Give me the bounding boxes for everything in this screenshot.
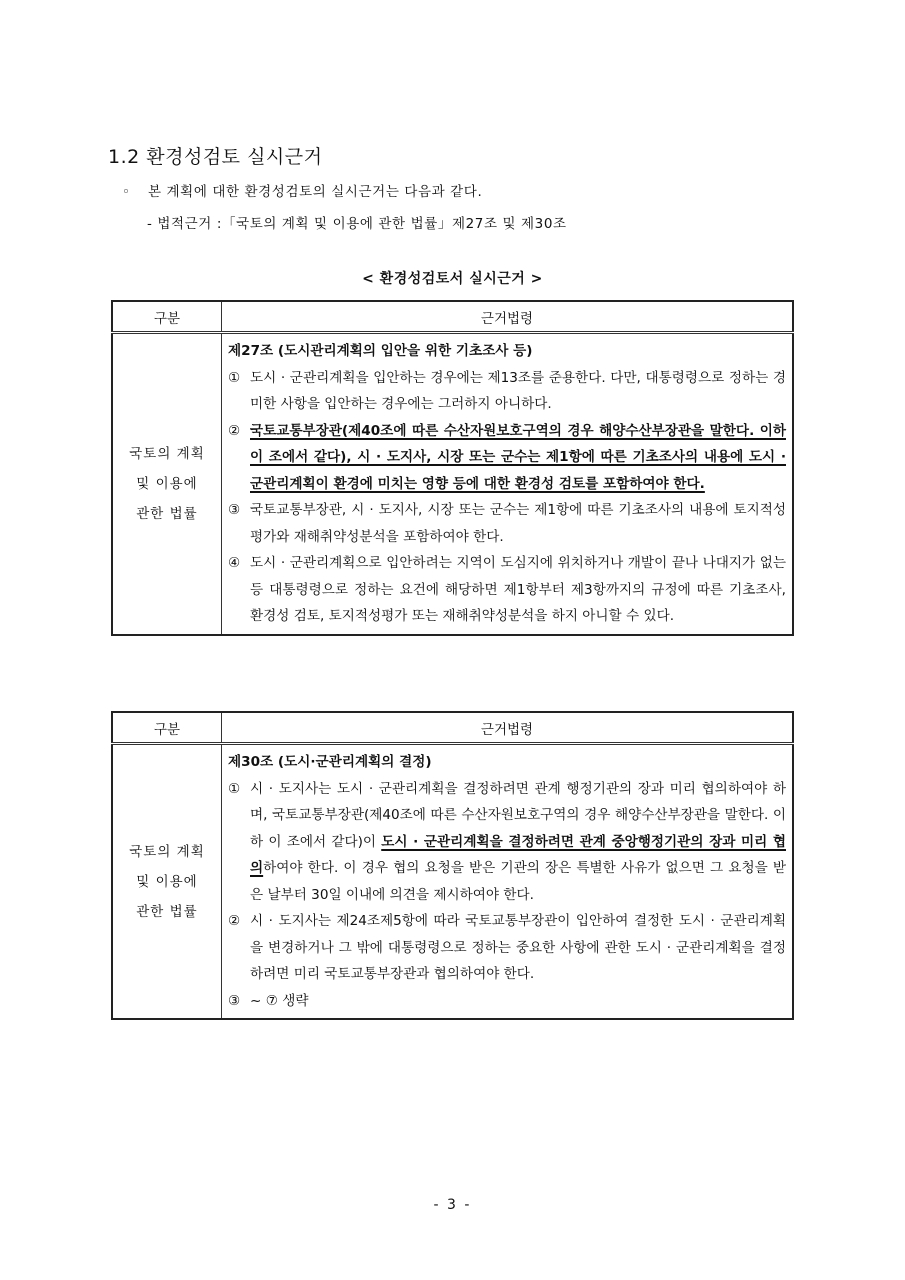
clause-number: ④	[228, 555, 241, 571]
page-number: - 3 -	[433, 1197, 472, 1213]
section-heading: 1.2 환경성검토 실시근거	[108, 146, 323, 168]
category-line: 관한 법률	[136, 903, 198, 920]
clause-text: 시 · 도지사는 도시 · 군관리계획을 결정하려면 관계 행정기관의 장과 미리 협의하여야 하며, 국토교통부장관(제40조에 따른 수산자원보호구역의 경우 해양수산부장관을 말한다. 이하 이 조에서 같다)이	[250, 780, 786, 850]
table-header-row	[112, 301, 793, 333]
clause-item	[228, 365, 786, 418]
article-title: 제27조 (도시관리계획의 입안을 위한 기초조사 등)	[228, 343, 533, 359]
law-table-article-27	[111, 300, 794, 636]
law-text-cell	[222, 744, 794, 1020]
header-category: 구분	[112, 712, 222, 744]
clause-text: 도시 · 군관리계획으로 입안하려는 지역이 도심지에 위치하거나 개발이 끝나 나대지가 없는 등 대통령령으로 정하는 요건에 해당하면 제1항부터 제3항까지의 규정에 따른 기초조사, 환경성 검토, 토지적성평가 또는 재해취약성분석을 하지 아니할 수 있다.	[250, 555, 786, 624]
clause-item	[228, 908, 786, 988]
legal-basis-line: - 법적근거 :「국토의 계획 및 이용에 관한 법률」제27조 및 제30조	[147, 216, 567, 232]
law-text-cell	[222, 333, 794, 635]
clause-item	[228, 550, 786, 630]
category-line: 및 이용에	[136, 475, 198, 492]
category-line: 국토의 계획	[129, 445, 205, 462]
category-cell	[112, 744, 222, 1020]
header-basis: 근거법령	[222, 712, 794, 744]
header-category: 구분	[112, 301, 222, 333]
clause-number: ①	[228, 369, 241, 386]
table-header-row	[112, 712, 793, 744]
category-line: 관한 법률	[136, 505, 198, 522]
table-caption: < 환경성검토서 실시근거 >	[362, 271, 543, 287]
article-title: 제30조 (도시·군관리계획의 결정)	[228, 754, 432, 770]
clause-item	[228, 497, 786, 550]
clause-number: ③	[228, 502, 241, 518]
table-row	[112, 744, 793, 1020]
header-basis: 근거법령	[222, 301, 794, 333]
clause-number: ①	[228, 780, 241, 797]
bullet-marker: ◦	[122, 184, 131, 200]
law-table-article-30	[111, 711, 794, 1020]
category-line: 국토의 계획	[129, 843, 205, 860]
category-line: 및 이용에	[136, 873, 198, 890]
clause-item	[228, 418, 786, 498]
clause-text: 시 · 도지사는 제24조제5항에 따라 국토교통부장관이 입안하여 결정한 도시 · 군관리계획을 변경하거나 그 밖에 대통령령으로 정하는 중요한 사항에 관한 도시 · 군관리계획을 결정하려면 미리 국토교통부장관과 협의하여야 한다.	[250, 913, 786, 982]
clause-text: ~ ⑦ 생략	[250, 992, 309, 1009]
clause-number: ②	[228, 422, 241, 439]
clause-number: ②	[228, 913, 241, 929]
clause-text: 국토교통부장관, 시 · 도지사, 시장 또는 군수는 제1항에 따른 기초조사의 내용에 토지적성평가와 재해취약성분석을 포함하여야 한다.	[250, 502, 786, 545]
clause-number: ③	[228, 992, 241, 1009]
category-cell	[112, 333, 222, 635]
clause-text: 하여야 한다. 이 경우 협의 요청을 받은 기관의 장은 특별한 사유가 없으면 그 요청을 받은 날부터 30일 이내에 의견을 제시하여야 한다.	[250, 860, 786, 903]
clause-text: 도시 · 군관리계획을 입안하는 경우에는 제13조를 준용한다. 다만, 대통령령으로 정하는 경미한 사항을 입안하는 경우에는 그러하지 아니하다.	[250, 369, 786, 412]
clause-item	[228, 776, 786, 909]
clause-item	[228, 988, 786, 1015]
intro-text: 본 계획에 대한 환경성검토의 실시근거는 다음과 같다.	[148, 184, 483, 200]
table-row	[112, 333, 793, 635]
intro-bullet	[122, 180, 482, 200]
clause-text-underlined: 국토교통부장관(제40조에 따른 수산자원보호구역의 경우 해양수산부장관을 말한다. 이하 이 조에서 같다), 시 · 도지사, 시장 또는 군수는 제1항에 따른 기초조사의 내용에 도시 · 군관리계획이 환경에 미치는 영향 등에 대한 환경성 검토를 포함하여야 한다.	[250, 422, 786, 492]
clause-text-underlined: 도시 · 군관리계획을 결정하려면 관계 중앙행정기관의 장과 미리 협의	[250, 833, 786, 876]
